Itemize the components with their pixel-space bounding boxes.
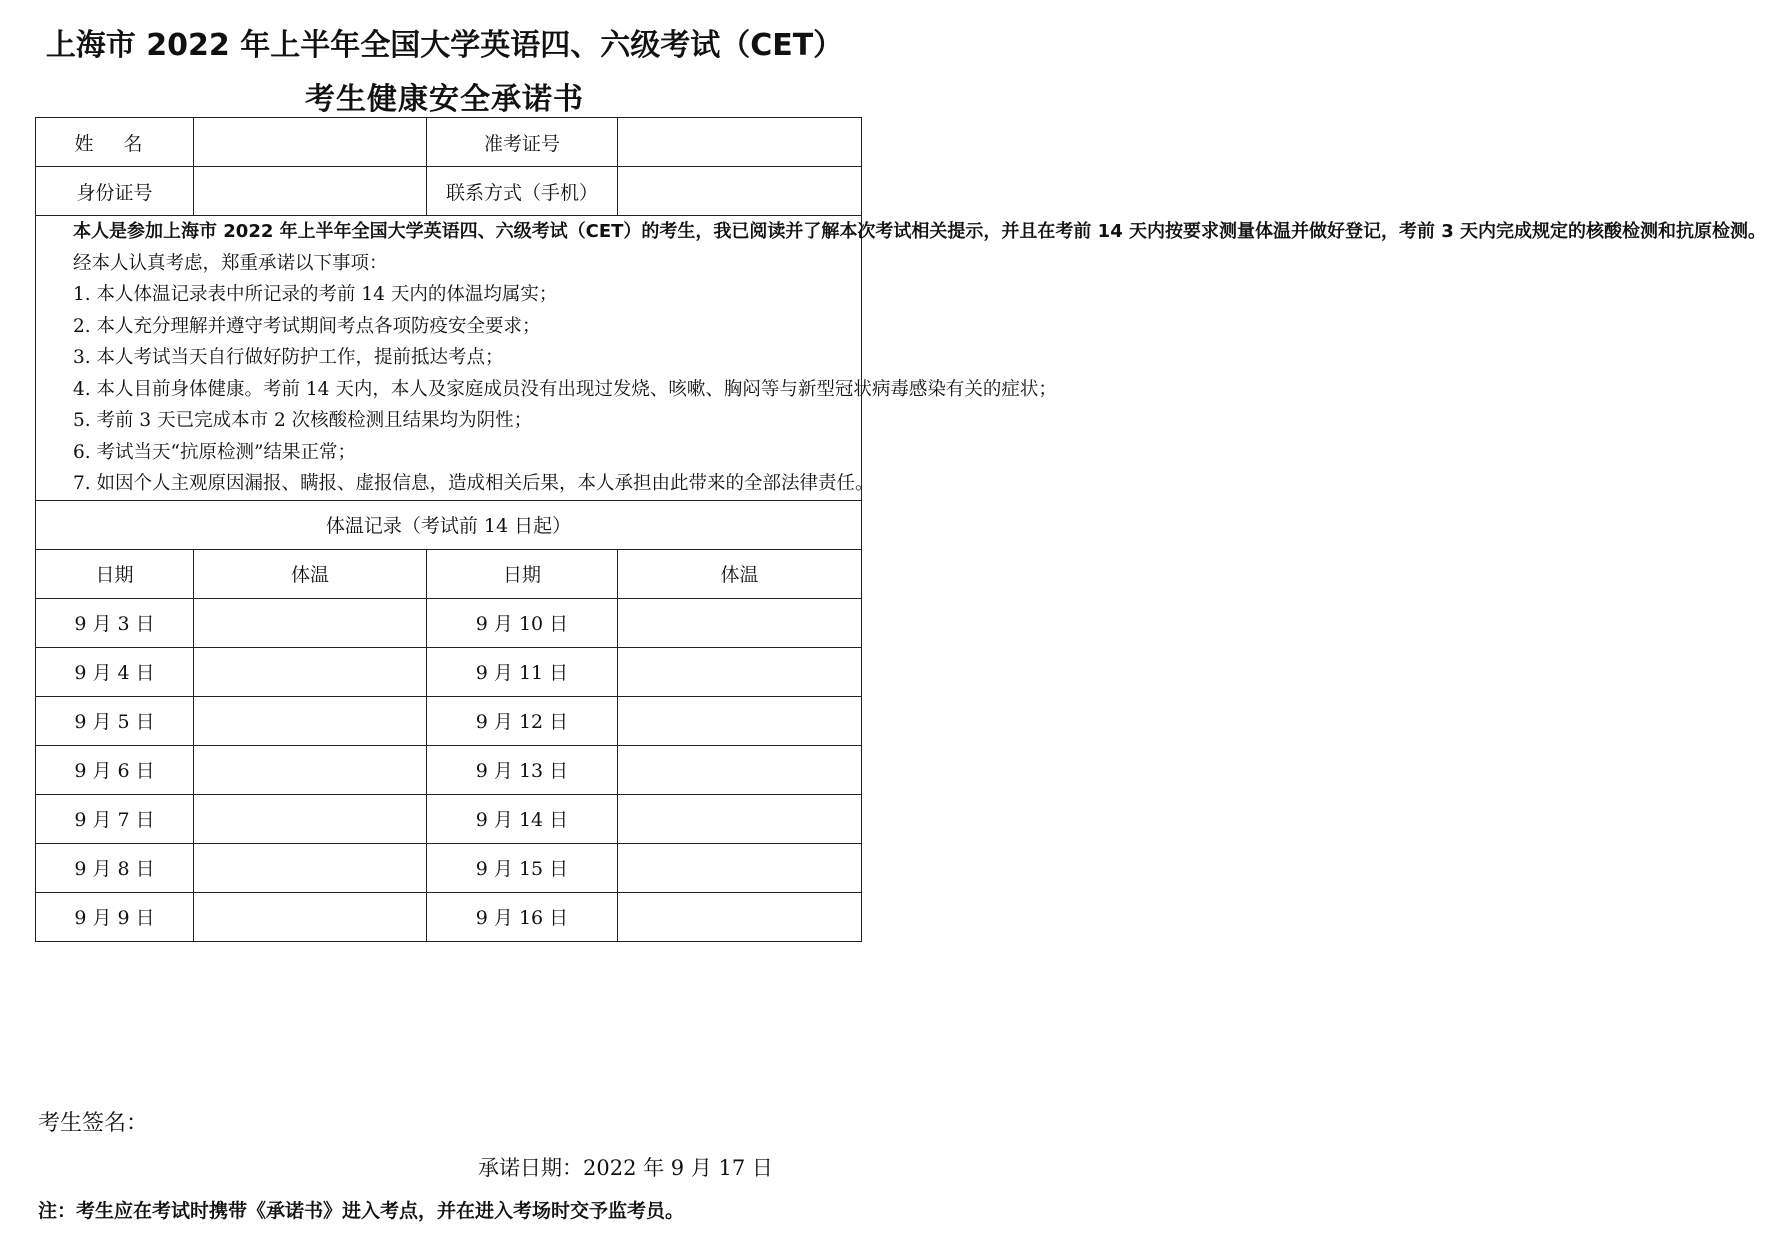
date-cell: 9 月 16 日 (427, 892, 618, 941)
pledge-item: 2. 本人充分理解并遵守考试期间考点各项防疫安全要求； (73, 315, 541, 337)
temperature-input-cell[interactable] (194, 843, 427, 892)
contact-field[interactable] (618, 167, 862, 216)
date-cell: 9 月 7 日 (36, 794, 194, 843)
pledge-item: 6. 考试当天“抗原检测”结果正常； (73, 441, 356, 463)
commitment-form (35, 117, 1766, 942)
temperature-input-cell[interactable] (194, 745, 427, 794)
pledge-item: 1. 本人体温记录表中所记录的考前 14 天内的体温均属实； (73, 284, 558, 305)
exam-id-field[interactable] (618, 118, 862, 167)
temperature-input-cell[interactable] (194, 696, 427, 745)
document-title: 上海市 2022 年上半年全国大学英语四、六级考试（CET） (45, 28, 844, 63)
date-cell: 9 月 8 日 (36, 843, 194, 892)
temperature-section-row (36, 500, 862, 549)
signature-label: 考生签名： (38, 1111, 149, 1136)
date-cell: 9 月 4 日 (36, 647, 194, 696)
temperature-row (36, 892, 862, 941)
date-cell: 9 月 6 日 (36, 745, 194, 794)
date-cell: 9 月 9 日 (36, 892, 194, 941)
date-cell: 9 月 15 日 (427, 843, 618, 892)
name-label: 姓 名 (36, 118, 194, 167)
date-column-header: 日期 (427, 549, 618, 598)
pledge-item: 5. 考前 3 天已完成本市 2 次核酸检测且结果均为阴性； (73, 410, 533, 431)
temperature-input-cell[interactable] (618, 843, 862, 892)
contact-label: 联系方式（手机） (427, 167, 618, 216)
temperature-input-cell[interactable] (618, 647, 862, 696)
footer-note: 注：考生应在考试时携带《承诺书》进入考点，并在进入考场时交予监考员。 (38, 1200, 685, 1222)
temperature-input-cell[interactable] (194, 647, 427, 696)
temperature-input-cell[interactable] (618, 696, 862, 745)
id-card-field[interactable] (194, 167, 427, 216)
id-card-label: 身份证号 (36, 167, 194, 216)
pledge-item: 7. 如因个人主观原因漏报、瞒报、虚报信息，造成相关后果，本人承担由此带来的全部法律责任。 (73, 473, 874, 494)
id-row (36, 167, 862, 216)
exam-id-label: 准考证号 (427, 118, 618, 167)
temperature-row (36, 647, 862, 696)
document-subtitle: 考生健康安全承诺书 (305, 82, 584, 117)
date-cell: 9 月 10 日 (427, 598, 618, 647)
temperature-input-cell[interactable] (618, 794, 862, 843)
temperature-row (36, 794, 862, 843)
pledge-item: 4. 本人目前身体健康。考前 14 天内，本人及家庭成员没有出现过发烧、咳嗽、胸闷等与新型冠状病毒感染有关的症状； (73, 378, 1057, 400)
temperature-input-cell[interactable] (194, 598, 427, 647)
statement-lead: 经本人认真考虑，郑重承诺以下事项： (73, 252, 388, 274)
statement-cell (36, 216, 1766, 501)
temperature-header-row (36, 549, 862, 598)
date-cell: 9 月 14 日 (427, 794, 618, 843)
name-field[interactable] (194, 118, 427, 167)
date-cell: 9 月 11 日 (427, 647, 618, 696)
temperature-input-cell[interactable] (194, 892, 427, 941)
statement-intro: 本人是参加上海市 2022 年上半年全国大学英语四、六级考试（CET）的考生，我已阅读并了解本次考试相关提示，并且在考前 14 天内按要求测量体温并做好登记，考前 3 天内完成规定的核酸检测和抗原检测。 (73, 221, 1766, 242)
name-row (36, 118, 862, 167)
date-cell: 9 月 12 日 (427, 696, 618, 745)
pledge-item: 3. 本人考试当天自行做好防护工作，提前抵达考点； (73, 347, 504, 368)
temperature-row (36, 843, 862, 892)
temperature-input-cell[interactable] (618, 598, 862, 647)
date-cell: 9 月 3 日 (36, 598, 194, 647)
temperature-section-title: 体温记录（考试前 14 日起） (36, 500, 862, 549)
temperature-row (36, 745, 862, 794)
temperature-row (36, 598, 862, 647)
date-cell: 9 月 13 日 (427, 745, 618, 794)
temperature-input-cell[interactable] (618, 745, 862, 794)
temperature-row (36, 696, 862, 745)
date-column-header: 日期 (36, 549, 194, 598)
temp-column-header: 体温 (618, 549, 862, 598)
temperature-input-cell[interactable] (618, 892, 862, 941)
date-cell: 9 月 5 日 (36, 696, 194, 745)
pledge-date: 承诺日期：2022 年 9 月 17 日 (478, 1156, 773, 1180)
temperature-input-cell[interactable] (194, 794, 427, 843)
statement-row (36, 216, 862, 501)
temp-column-header: 体温 (194, 549, 427, 598)
